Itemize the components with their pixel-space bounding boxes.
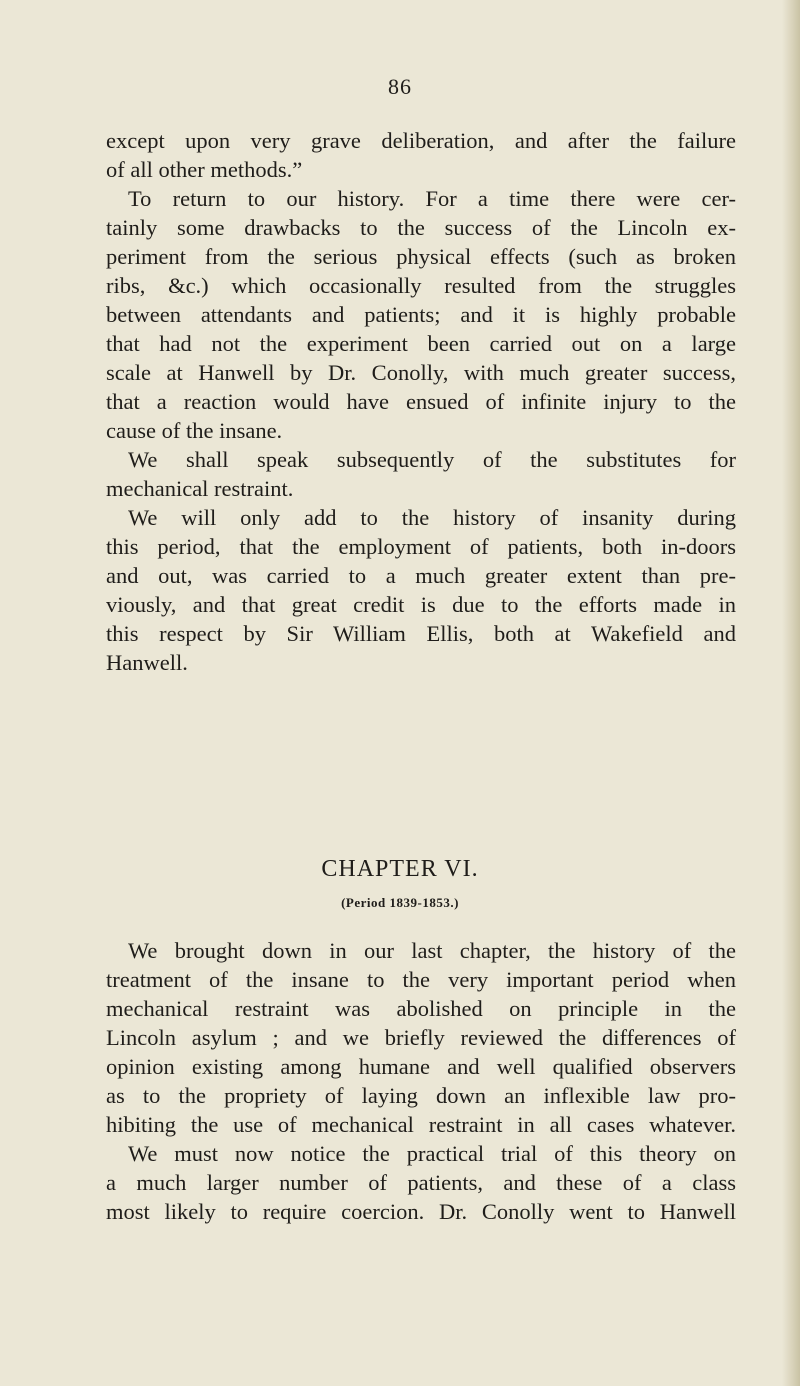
text-line: cause of the insane. xyxy=(106,418,283,443)
chapter-heading: CHAPTER VI. xyxy=(321,856,479,882)
text-line: We must now notice the practical trial of this theory on xyxy=(128,1141,736,1166)
text-line: this period, that the employment of patients, both in-doors xyxy=(106,534,736,559)
text-line: We brought down in our last chapter, the history of the xyxy=(128,938,736,963)
text-line: treatment of the insane to the very important period when xyxy=(106,967,736,992)
text-line: To return to our history. For a time there were cer- xyxy=(128,186,736,211)
text-line: mechanical restraint. xyxy=(106,476,294,501)
text-line: that had not the experiment been carried out on a large xyxy=(106,331,736,356)
text-line: tainly some drawbacks to the success of the Lincoln ex- xyxy=(106,215,736,240)
text-line: mechanical restraint was abolished on principle in the xyxy=(106,996,736,1021)
text-line: viously, and that great credit is due to the efforts made in xyxy=(106,592,736,617)
text-line: between attendants and patients; and it is highly probable xyxy=(106,302,736,327)
page-edge-shadow xyxy=(782,0,800,1386)
text-line: scale at Hanwell by Dr. Conolly, with much greater success, xyxy=(106,360,736,385)
text-block-before-chapter xyxy=(106,126,736,677)
text-line: most likely to require coercion. Dr. Conolly went to Hanwell xyxy=(106,1199,736,1224)
text-line: periment from the serious physical effects (such as broken xyxy=(106,244,736,269)
text-line: this respect by Sir William Ellis, both at Wakefield and xyxy=(106,621,736,646)
page-number: 86 xyxy=(388,74,412,99)
text-line: as to the propriety of laying down an inflexible law pro- xyxy=(106,1083,736,1108)
text-line: hibiting the use of mechanical restraint in all cases whatever. xyxy=(106,1112,736,1137)
text-line: of all other methods.” xyxy=(106,157,303,182)
text-block-chapter-body xyxy=(106,936,736,1226)
text-line: that a reaction would have ensued of infinite injury to the xyxy=(106,389,736,414)
text-line: We will only add to the history of insanity during xyxy=(128,505,736,530)
chapter-period: (Period 1839-1853.) xyxy=(341,895,459,910)
text-line: We shall speak subsequently of the substitutes for xyxy=(128,447,736,472)
text-line: opinion existing among humane and well qualified observers xyxy=(106,1054,736,1079)
text-line: Lincoln asylum ; and we briefly reviewed the differences of xyxy=(106,1025,736,1050)
text-line: Hanwell. xyxy=(106,650,188,675)
text-line: ribs, &c.) which occasionally resulted from the struggles xyxy=(106,273,736,298)
text-line: and out, was carried to a much greater extent than pre- xyxy=(106,563,736,588)
text-line: except upon very grave deliberation, and after the failure xyxy=(106,128,736,153)
text-line: a much larger number of patients, and these of a class xyxy=(106,1170,736,1195)
